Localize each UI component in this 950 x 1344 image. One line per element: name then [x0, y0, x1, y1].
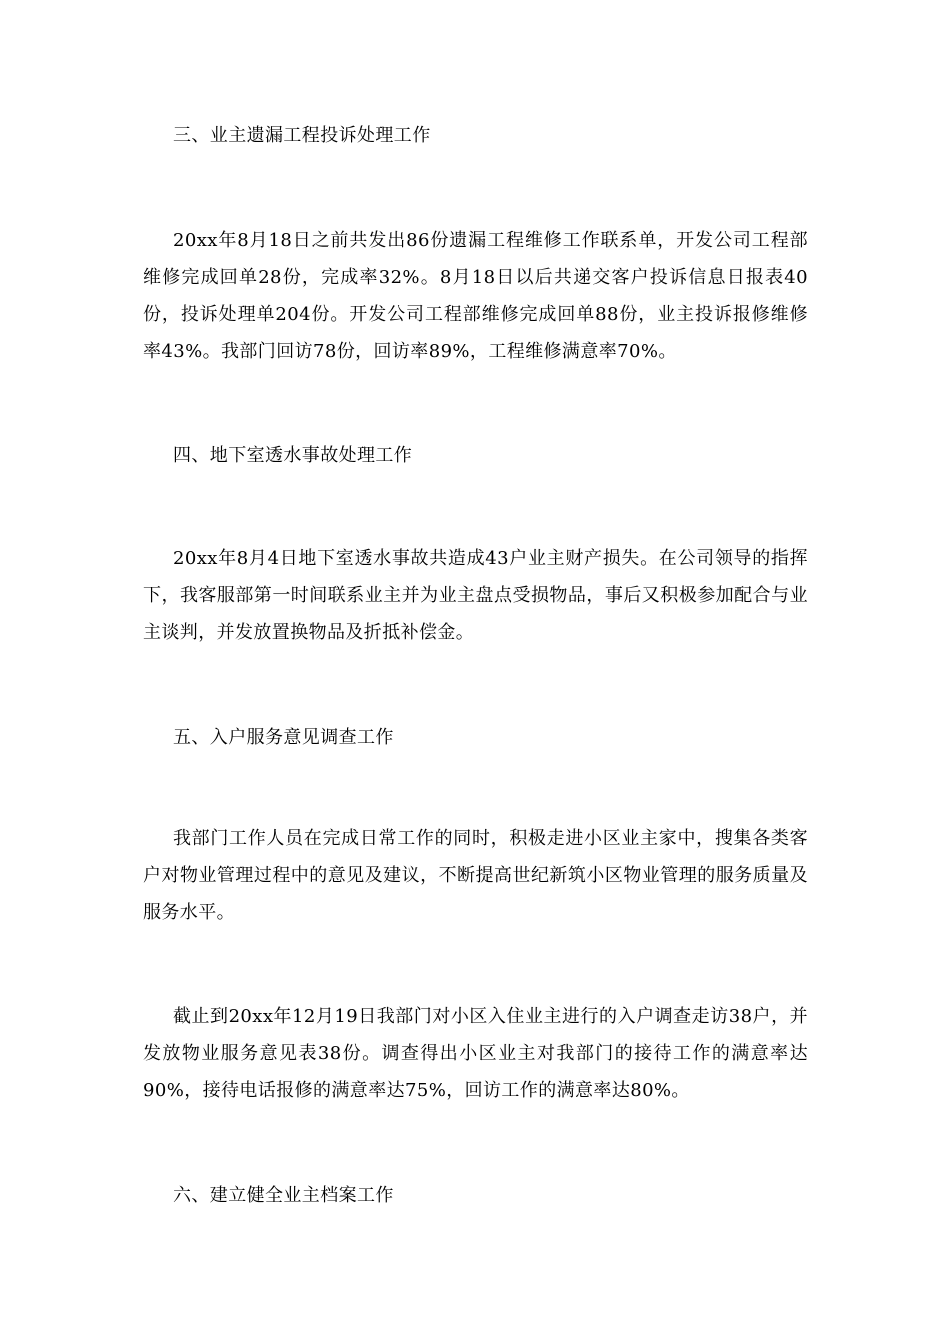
section-5-paragraph-1: 我部门工作人员在完成日常工作的同时，积极走进小区业主家中，搜集各类客户对物业管理过程中的意见及建议，不断提高世纪新筑小区物业管理的服务质量及服务水平。 — [143, 828, 808, 923]
section-3-paragraph: 20xx年8月18日之前共发出86份遗漏工程维修工作联系单，开发公司工程部维修完成回单28份，完成率32%。8月18日以后共递交客户投诉信息日报表40份，投诉处理单204份。开发公司工程部维修完成回单88份，业主投诉报修维修率43%。我部门回访78份，回访率89%，工程维修满意率70%。 — [143, 230, 808, 362]
section-5-paragraph-2: 截止到20xx年12月19日我部门对小区入住业主进行的入户调查走访38户，并发放物业服务意见表38份。调查得出小区业主对我部门的接待工作的满意率达90%，接待电话报修的满意率达75%，回访工作的满意率达80%。 — [143, 1006, 808, 1101]
section-heading-4: 四、地下室透水事故处理工作 — [173, 445, 413, 466]
section-heading-6: 六、建立健全业主档案工作 — [173, 1185, 394, 1206]
section-heading-5: 五、入户服务意见调查工作 — [173, 727, 394, 748]
section-4-paragraph: 20xx年8月4日地下室透水事故共造成43户业主财产损失。在公司领导的指挥下，我客服部第一时间联系业主并为业主盘点受损物品，事后又积极参加配合与业主谈判，并发放置换物品及折抵补偿金。 — [143, 548, 808, 643]
section-heading-3: 三、业主遗漏工程投诉处理工作 — [173, 125, 431, 146]
